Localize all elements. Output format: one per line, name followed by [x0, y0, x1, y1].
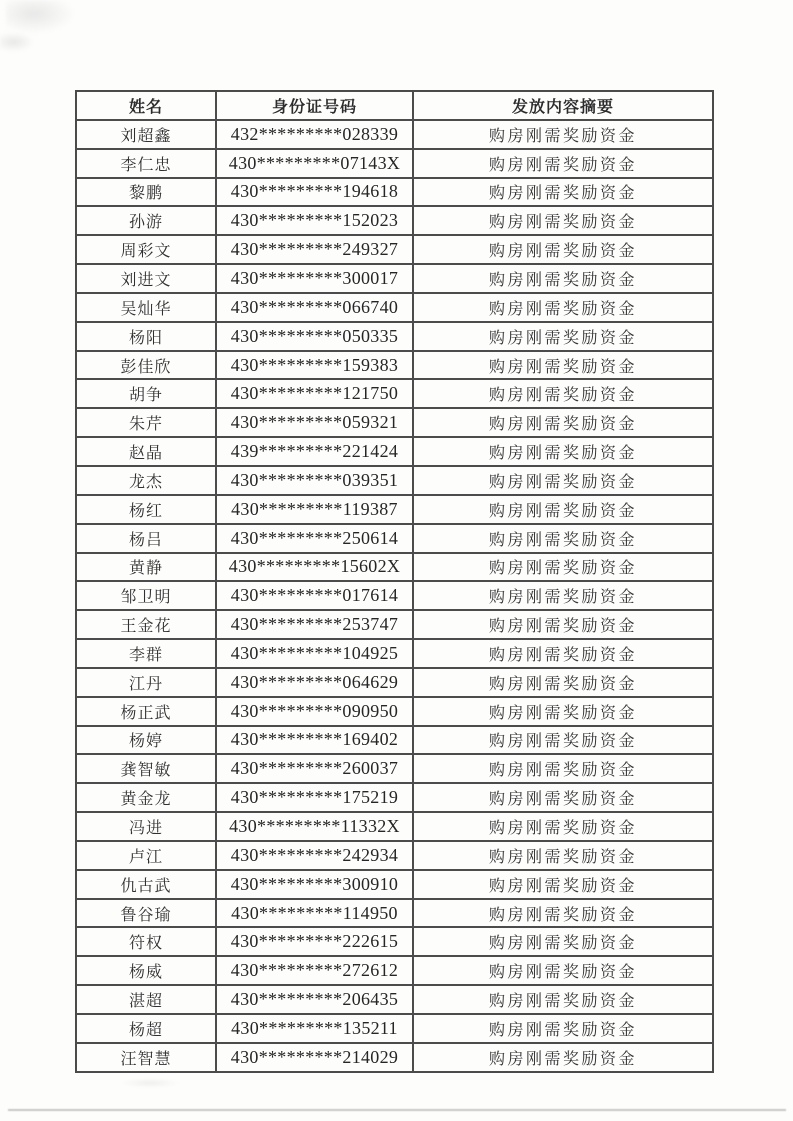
name-cell: 汪智慧	[76, 1043, 216, 1072]
header-content-summary: 发放内容摘要	[413, 91, 713, 120]
header-name: 姓名	[76, 91, 216, 120]
table-row	[76, 610, 713, 639]
table-row	[76, 408, 713, 437]
name-cell: 周彩文	[76, 235, 216, 264]
id-cell: 430*********15602X	[216, 553, 413, 582]
id-cell: 430*********260037	[216, 754, 413, 783]
summary-cell: 购房刚需奖励资金	[413, 178, 713, 207]
summary-cell: 购房刚需奖励资金	[413, 1043, 713, 1072]
name-cell: 李仁忠	[76, 149, 216, 178]
name-cell: 吴灿华	[76, 293, 216, 322]
table-row	[76, 322, 713, 351]
summary-cell: 购房刚需奖励资金	[413, 783, 713, 812]
table-row	[76, 206, 713, 235]
name-cell: 杨红	[76, 495, 216, 524]
summary-cell: 购房刚需奖励资金	[413, 899, 713, 928]
table-row	[76, 726, 713, 755]
summary-cell: 购房刚需奖励资金	[413, 437, 713, 466]
table-row	[76, 437, 713, 466]
id-cell: 430*********104925	[216, 639, 413, 668]
name-cell: 刘超鑫	[76, 120, 216, 149]
id-cell: 430*********07143X	[216, 149, 413, 178]
name-cell: 杨威	[76, 956, 216, 985]
id-cell: 430*********214029	[216, 1043, 413, 1072]
name-cell: 黄静	[76, 553, 216, 582]
name-cell: 彭佳欣	[76, 351, 216, 380]
id-cell: 430*********059321	[216, 408, 413, 437]
summary-cell: 购房刚需奖励资金	[413, 351, 713, 380]
name-cell: 朱芹	[76, 408, 216, 437]
table-row	[76, 899, 713, 928]
summary-cell: 购房刚需奖励资金	[413, 206, 713, 235]
id-cell: 430*********090950	[216, 697, 413, 726]
summary-cell: 购房刚需奖励资金	[413, 379, 713, 408]
name-cell: 冯进	[76, 812, 216, 841]
table-row	[76, 235, 713, 264]
summary-cell: 购房刚需奖励资金	[413, 841, 713, 870]
scan-smudge-bottom	[120, 1078, 180, 1088]
id-cell: 430*********242934	[216, 841, 413, 870]
name-cell: 杨超	[76, 1014, 216, 1043]
summary-cell: 购房刚需奖励资金	[413, 985, 713, 1014]
summary-cell: 购房刚需奖励资金	[413, 639, 713, 668]
summary-cell: 购房刚需奖励资金	[413, 726, 713, 755]
name-cell: 杨婷	[76, 726, 216, 755]
id-cell: 432*********028339	[216, 120, 413, 149]
table-row	[76, 754, 713, 783]
table-row	[76, 841, 713, 870]
summary-cell: 购房刚需奖励资金	[413, 120, 713, 149]
table-row	[76, 120, 713, 149]
summary-cell: 购房刚需奖励资金	[413, 466, 713, 495]
id-cell: 430*********064629	[216, 668, 413, 697]
name-cell: 杨阳	[76, 322, 216, 351]
table-row	[76, 581, 713, 610]
summary-cell: 购房刚需奖励资金	[413, 1014, 713, 1043]
table-row	[76, 639, 713, 668]
table-row	[76, 524, 713, 553]
table-row	[76, 149, 713, 178]
name-cell: 黄金龙	[76, 783, 216, 812]
id-cell: 430*********250614	[216, 524, 413, 553]
summary-cell: 购房刚需奖励资金	[413, 610, 713, 639]
table-row	[76, 379, 713, 408]
summary-cell: 购房刚需奖励资金	[413, 870, 713, 899]
header-id-number: 身份证号码	[216, 91, 413, 120]
id-cell: 430*********300017	[216, 264, 413, 293]
name-cell: 胡争	[76, 379, 216, 408]
name-cell: 仇古武	[76, 870, 216, 899]
summary-cell: 购房刚需奖励资金	[413, 293, 713, 322]
id-cell: 430*********050335	[216, 322, 413, 351]
table-row	[76, 293, 713, 322]
id-cell: 430*********017614	[216, 581, 413, 610]
table-row	[76, 927, 713, 956]
summary-cell: 购房刚需奖励资金	[413, 322, 713, 351]
table-row	[76, 466, 713, 495]
name-cell: 黎鹏	[76, 178, 216, 207]
beneficiary-table	[75, 90, 714, 1073]
name-cell: 鲁谷瑜	[76, 899, 216, 928]
table-row	[76, 956, 713, 985]
id-cell: 430*********169402	[216, 726, 413, 755]
table-row	[76, 1014, 713, 1043]
id-cell: 430*********194618	[216, 178, 413, 207]
table-row	[76, 697, 713, 726]
summary-cell: 购房刚需奖励资金	[413, 697, 713, 726]
scan-smudge-top-left	[6, 0, 76, 34]
name-cell: 赵晶	[76, 437, 216, 466]
table-row	[76, 178, 713, 207]
name-cell: 王金花	[76, 610, 216, 639]
summary-cell: 购房刚需奖励资金	[413, 581, 713, 610]
id-cell: 430*********121750	[216, 379, 413, 408]
table-row	[76, 870, 713, 899]
table-row	[76, 495, 713, 524]
name-cell: 李群	[76, 639, 216, 668]
scan-edge-line	[8, 1109, 786, 1111]
id-cell: 430*********249327	[216, 235, 413, 264]
name-cell: 江丹	[76, 668, 216, 697]
summary-cell: 购房刚需奖励资金	[413, 927, 713, 956]
table-row	[76, 553, 713, 582]
name-cell: 湛超	[76, 985, 216, 1014]
table-body	[76, 120, 713, 1072]
id-cell: 430*********039351	[216, 466, 413, 495]
table-row	[76, 351, 713, 380]
id-cell: 430*********222615	[216, 927, 413, 956]
id-cell: 430*********272612	[216, 956, 413, 985]
summary-cell: 购房刚需奖励资金	[413, 408, 713, 437]
table-row	[76, 264, 713, 293]
name-cell: 刘进文	[76, 264, 216, 293]
name-cell: 龙杰	[76, 466, 216, 495]
id-cell: 430*********152023	[216, 206, 413, 235]
id-cell: 430*********135211	[216, 1014, 413, 1043]
table-header-row	[76, 91, 713, 120]
id-cell: 430*********175219	[216, 783, 413, 812]
scan-smudge-left	[0, 32, 34, 52]
id-cell: 430*********11332X	[216, 812, 413, 841]
summary-cell: 购房刚需奖励资金	[413, 264, 713, 293]
summary-cell: 购房刚需奖励资金	[413, 235, 713, 264]
summary-cell: 购房刚需奖励资金	[413, 668, 713, 697]
summary-cell: 购房刚需奖励资金	[413, 754, 713, 783]
summary-cell: 购房刚需奖励资金	[413, 495, 713, 524]
table-row	[76, 1043, 713, 1072]
table-row	[76, 985, 713, 1014]
summary-cell: 购房刚需奖励资金	[413, 524, 713, 553]
id-cell: 430*********300910	[216, 870, 413, 899]
summary-cell: 购房刚需奖励资金	[413, 812, 713, 841]
id-cell: 430*********066740	[216, 293, 413, 322]
table-row	[76, 668, 713, 697]
name-cell: 杨吕	[76, 524, 216, 553]
name-cell: 卢江	[76, 841, 216, 870]
name-cell: 龚智敏	[76, 754, 216, 783]
id-cell: 430*********206435	[216, 985, 413, 1014]
id-cell: 430*********159383	[216, 351, 413, 380]
name-cell: 杨正武	[76, 697, 216, 726]
summary-cell: 购房刚需奖励资金	[413, 149, 713, 178]
name-cell: 孙游	[76, 206, 216, 235]
table-row	[76, 812, 713, 841]
id-cell: 430*********114950	[216, 899, 413, 928]
summary-cell: 购房刚需奖励资金	[413, 553, 713, 582]
id-cell: 430*********253747	[216, 610, 413, 639]
summary-cell: 购房刚需奖励资金	[413, 956, 713, 985]
table-row	[76, 783, 713, 812]
name-cell: 邹卫明	[76, 581, 216, 610]
id-cell: 430*********119387	[216, 495, 413, 524]
name-cell: 符权	[76, 927, 216, 956]
id-cell: 439*********221424	[216, 437, 413, 466]
